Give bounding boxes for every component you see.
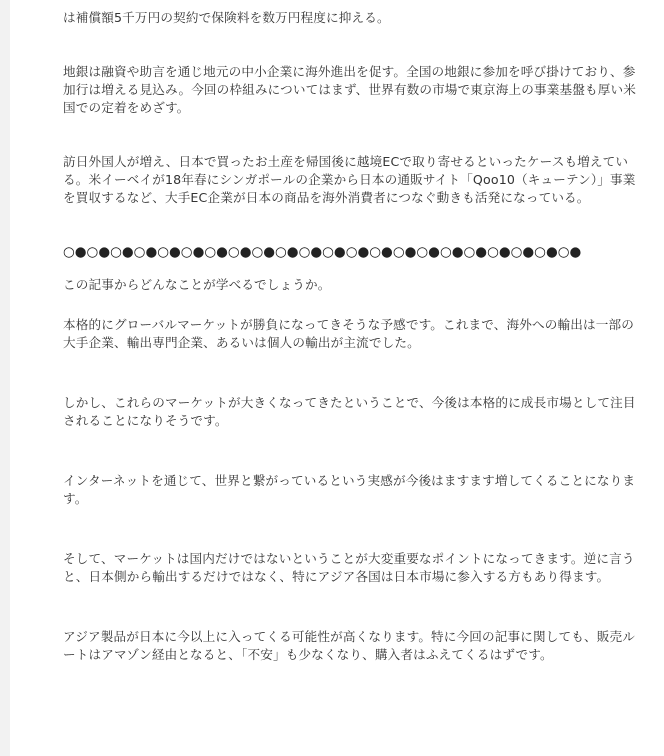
clipped-line <box>63 0 643 9</box>
paragraph-global-market: 本格的にグローバルマーケットが勝負になってきそうな予感です。これまで、海外への輸出は一部の大手企業、輸出専門企業、あるいは個人の輸出が主流でした。 <box>63 317 634 350</box>
paragraph-insurance: は補償額5千万円の契約で保険料を数万円程度に抑える。 <box>63 10 390 25</box>
paragraph-domestic: そして、マーケットは国内だけではないということが大変重要なポイントになってきます。逆に言うと、日本側から輸出するだけではなく、特にアジア各国は日本市場に参入する方もあり得ます。 <box>63 551 635 584</box>
paragraph-asia-products: アジア製品が日本に今以上に入ってくる可能性が高くなります。特に今回の記事に関しても、販売ルートはアマゾン経由となると、「不安」も少なくなり、購入者はふえてくるはずです。 <box>63 629 635 662</box>
paragraph-growth-market: しかし、これらのマーケットが大きくなってきたということで、今後は本格的に成長市場として注目されることになりそうです。 <box>63 395 636 428</box>
paragraph-inbound-ec: 訪日外国人が増え、日本で買ったお土産を帰国後に越境ECで取り寄せるといったケースも増えている。米イーベイが18年春にシンガポールの企業から日本の通販サイト「Qoo10（キューテン）」事業を買収するなど、大手EC企業が日本の商品を海外消費者につなぐ動きも活発になっている。 <box>63 154 636 205</box>
paragraph-question: この記事からどんなことが学べるでしょうか。 <box>63 277 331 292</box>
paragraph-regional-banks: 地銀は融資や助言を通じ地元の中小企業に海外進出を促す。全国の地銀に参加を呼び掛けており、参加行は増える見込み。今回の枠組みについてはまず、世界有数の市場で東京海上の事業基盤も厚い米国での定着をめざす。 <box>63 64 636 115</box>
circle-divider: ○●○●○●○●○●○●○●○●○●○●○●○●○●○●○●○●○●○●○●○●○●○● <box>63 244 582 260</box>
article-body <box>63 0 643 664</box>
left-gutter <box>0 0 10 756</box>
paragraph-internet: インターネットを通じて、世界と繋がっているという実感が今後はますます増してくることになります。 <box>63 473 636 506</box>
